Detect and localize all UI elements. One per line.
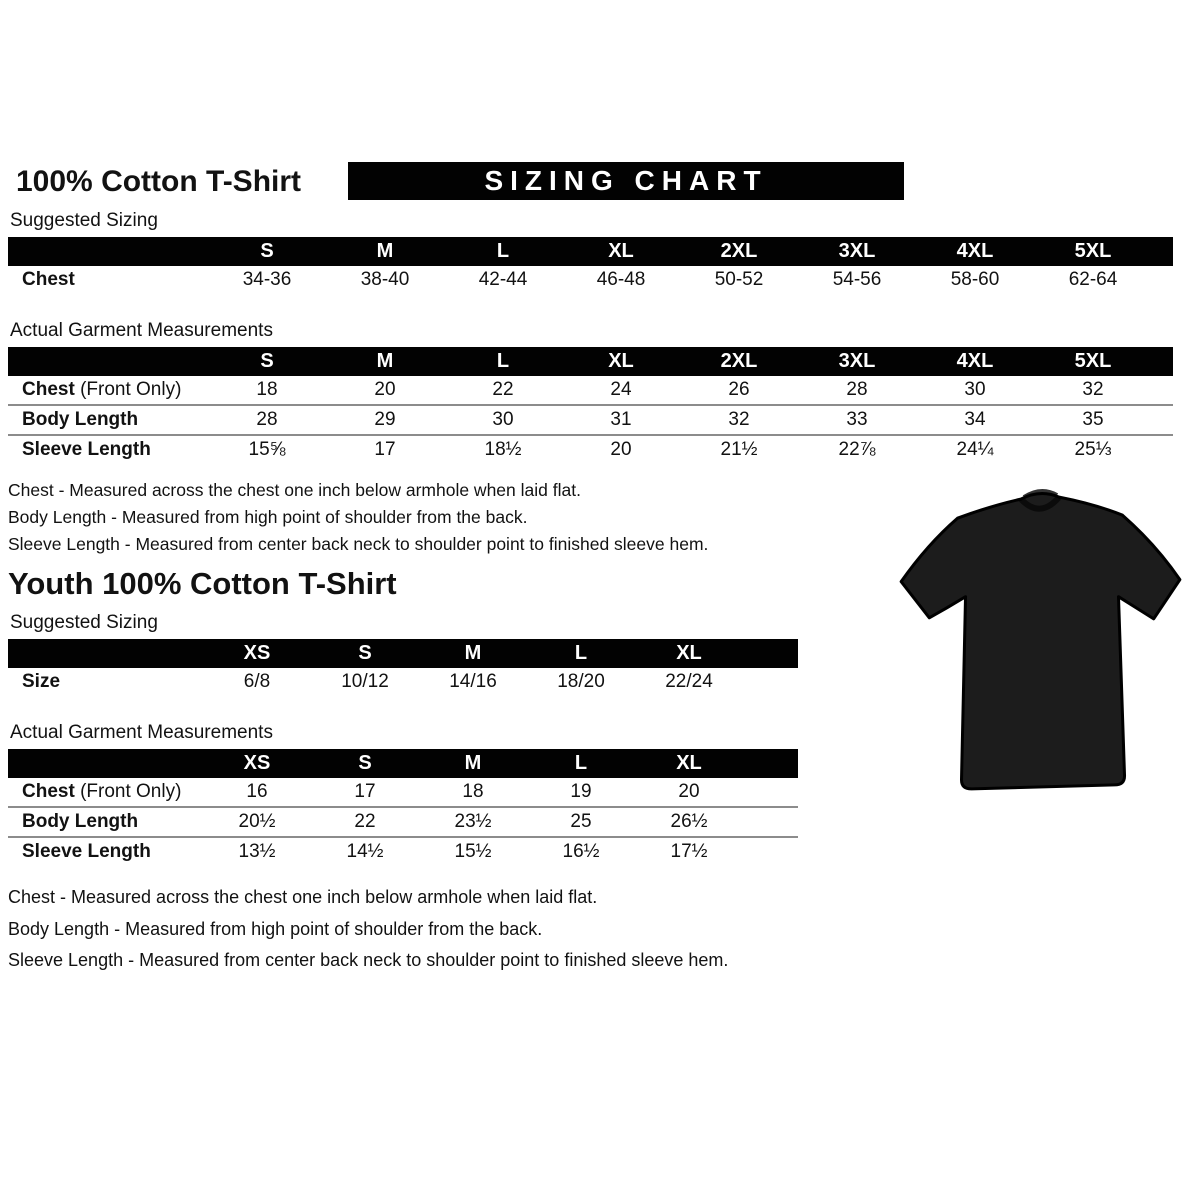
row-label-suffix: (Front Only): [74, 379, 182, 400]
table-row: [8, 807, 798, 837]
measurement-cell: 34: [916, 405, 1034, 435]
measurement-cell: 21½: [720, 439, 758, 460]
row-label-main: Size: [22, 671, 61, 692]
row-label: [8, 778, 203, 807]
measurement-cell: 22/24: [665, 671, 713, 692]
table-row: [8, 266, 1173, 294]
measurement-cell: 30: [916, 376, 1034, 405]
table-row: [8, 435, 1173, 464]
measurement-cell: 34-36: [242, 269, 292, 290]
tshirt-silhouette: [901, 494, 1180, 789]
table-header-row: [8, 237, 1173, 266]
measurement-cell: 25⅓: [1074, 439, 1112, 460]
measurement-cell: 20: [326, 376, 444, 405]
measurement-cell: 19: [527, 778, 635, 807]
measurement-cell: 18/20: [557, 671, 605, 692]
corner-cell: [8, 347, 208, 376]
spacer-cell: [1152, 435, 1173, 464]
size-column-header: 5XL: [1034, 237, 1152, 266]
size-column-header: XS: [203, 639, 311, 668]
row-label-main: Body Length: [22, 409, 139, 430]
header-row: [8, 162, 1200, 200]
measurement-cell: 24¼: [956, 439, 994, 460]
measurement-cell: 20½: [203, 807, 311, 837]
measurement-cell: 24: [562, 376, 680, 405]
spacer-cell: [743, 778, 798, 807]
row-label-main: Chest: [22, 269, 75, 290]
row-label: [8, 668, 203, 696]
youth-suggested-sizing-table: [8, 639, 798, 696]
spacer-cell: [743, 807, 798, 837]
measurement-cell: 18: [208, 376, 326, 405]
row-label-suffix: (Front Only): [74, 781, 182, 802]
measurement-cell: 20: [635, 778, 743, 807]
size-column-header: XS: [203, 749, 311, 778]
measurement-cell: 16: [203, 778, 311, 807]
size-column-header: M: [419, 749, 527, 778]
measurement-cell: 18: [419, 778, 527, 807]
measurement-cell: 18½: [484, 439, 522, 460]
size-column-header: M: [419, 639, 527, 668]
measurement-cell: 22: [311, 807, 419, 837]
measurement-cell: 30: [444, 405, 562, 435]
measurement-cell: 25: [527, 807, 635, 837]
corner-cell: [8, 237, 208, 266]
measurement-cell: 15⅝: [248, 439, 286, 460]
row-label-main: Sleeve Length: [22, 841, 151, 862]
size-column-header: S: [311, 749, 419, 778]
measurement-note-sleeve-length: Sleeve Length - Measured from center back neck to shoulder point to finished sleeve hem.: [8, 534, 709, 554]
measurement-cell: 23½: [419, 807, 527, 837]
row-label-main: Sleeve Length: [22, 439, 151, 460]
measurement-cell: 26½: [635, 807, 743, 837]
spacer-cell: [1152, 237, 1173, 266]
spacer-cell: [1152, 347, 1173, 376]
size-column-header: XL: [635, 749, 743, 778]
table-row: [8, 376, 1173, 405]
size-column-header: 4XL: [916, 237, 1034, 266]
size-column-header: S: [311, 639, 419, 668]
size-column-header: XL: [562, 347, 680, 376]
measurement-cell: 26: [680, 376, 798, 405]
youth-actual-measurements-table: [8, 749, 798, 866]
measurement-note-chest: Chest - Measured across the chest one inch below armhole when laid flat.: [8, 480, 581, 500]
measurement-cell: 46-48: [596, 269, 646, 290]
table-row: [8, 837, 798, 866]
measurement-cell: 14/16: [449, 671, 497, 692]
measurement-cell: 10/12: [341, 671, 389, 692]
size-column-header: M: [326, 347, 444, 376]
measurement-cell: 22: [444, 376, 562, 405]
row-label: [8, 807, 203, 837]
youth-measurement-notes: [8, 882, 1200, 977]
youth-suggested-sizing-label: Suggested Sizing: [10, 612, 158, 633]
measurement-cell: 33: [798, 405, 916, 435]
spacer-cell: [1152, 405, 1173, 435]
table-header-row: [8, 347, 1173, 376]
measurement-cell: 31: [562, 405, 680, 435]
row-label: [8, 435, 208, 464]
spacer-cell: [743, 668, 798, 696]
size-column-header: 4XL: [916, 347, 1034, 376]
measurement-cell: 28: [798, 376, 916, 405]
row-label-main: Chest: [22, 379, 75, 400]
measurement-note-sleeve-length: Sleeve Length - Measured from center back neck to shoulder point to finished sleeve hem.: [8, 950, 729, 970]
measurement-cell: 32: [680, 405, 798, 435]
row-label-main: Body Length: [22, 811, 139, 832]
size-column-header: 3XL: [798, 237, 916, 266]
measurement-cell: 35: [1034, 405, 1152, 435]
sizing-chart-banner: SIZING CHART: [348, 162, 904, 200]
measurement-cell: 29: [326, 405, 444, 435]
adult-actual-measurements-label: Actual Garment Measurements: [10, 320, 273, 341]
measurement-cell: 62-64: [1068, 269, 1118, 290]
size-column-header: S: [208, 347, 326, 376]
measurement-cell: 28: [208, 405, 326, 435]
measurement-cell: 58-60: [950, 269, 1000, 290]
row-label: [8, 266, 208, 294]
measurement-cell: 6/8: [243, 671, 271, 692]
measurement-cell: 17½: [670, 841, 708, 862]
corner-cell: [8, 639, 203, 668]
youth-section-title: Youth 100% Cotton T-Shirt: [8, 566, 397, 601]
row-label: [8, 837, 203, 866]
size-column-header: 5XL: [1034, 347, 1152, 376]
measurement-note-body-length: Body Length - Measured from high point of shoulder from the back.: [8, 507, 528, 527]
measurement-cell: 14½: [346, 841, 384, 862]
table-row: [8, 405, 1173, 435]
corner-cell: [8, 749, 203, 778]
measurement-cell: 16½: [562, 841, 600, 862]
size-column-header: 2XL: [680, 237, 798, 266]
size-column-header: 2XL: [680, 347, 798, 376]
measurement-cell: 38-40: [360, 269, 410, 290]
youth-actual-measurements-label: Actual Garment Measurements: [10, 722, 273, 743]
size-column-header: XL: [635, 639, 743, 668]
size-column-header: 3XL: [798, 347, 916, 376]
size-column-header: L: [527, 639, 635, 668]
spacer-cell: [743, 639, 798, 668]
table-row: [8, 668, 798, 696]
spacer-cell: [743, 837, 798, 866]
measurement-cell: 42-44: [478, 269, 528, 290]
measurement-note-body-length: Body Length - Measured from high point of shoulder from the back.: [8, 918, 543, 939]
size-column-header: L: [444, 347, 562, 376]
row-label-main: Chest: [22, 781, 75, 802]
measurement-cell: 50-52: [714, 269, 764, 290]
table-row: [8, 778, 798, 807]
page-title: 100% Cotton T-Shirt: [16, 165, 302, 198]
measurement-cell: 22⅞: [838, 439, 876, 460]
spacer-cell: [1152, 266, 1173, 294]
adult-suggested-sizing-label: Suggested Sizing: [10, 210, 158, 231]
table-header-row: [8, 639, 798, 668]
measurement-cell: 17: [311, 778, 419, 807]
measurement-cell: 17: [374, 439, 396, 460]
measurement-cell: 13½: [238, 841, 276, 862]
measurement-cell: 20: [610, 439, 632, 460]
spacer-cell: [743, 749, 798, 778]
row-label: [8, 376, 208, 405]
size-column-header: L: [444, 237, 562, 266]
size-column-header: M: [326, 237, 444, 266]
adult-suggested-sizing-table: [8, 237, 1173, 294]
measurement-cell: 32: [1034, 376, 1152, 405]
measurement-note-chest: Chest - Measured across the chest one inch below armhole when laid flat.: [8, 887, 598, 907]
black-tshirt-image: [886, 482, 1194, 804]
adult-actual-measurements-table: [8, 347, 1173, 464]
table-header-row: [8, 749, 798, 778]
size-column-header: S: [208, 237, 326, 266]
size-column-header: L: [527, 749, 635, 778]
size-column-header: XL: [562, 237, 680, 266]
spacer-cell: [1152, 376, 1173, 405]
measurement-cell: 15½: [454, 841, 492, 862]
row-label: [8, 405, 208, 435]
measurement-cell: 54-56: [832, 269, 882, 290]
